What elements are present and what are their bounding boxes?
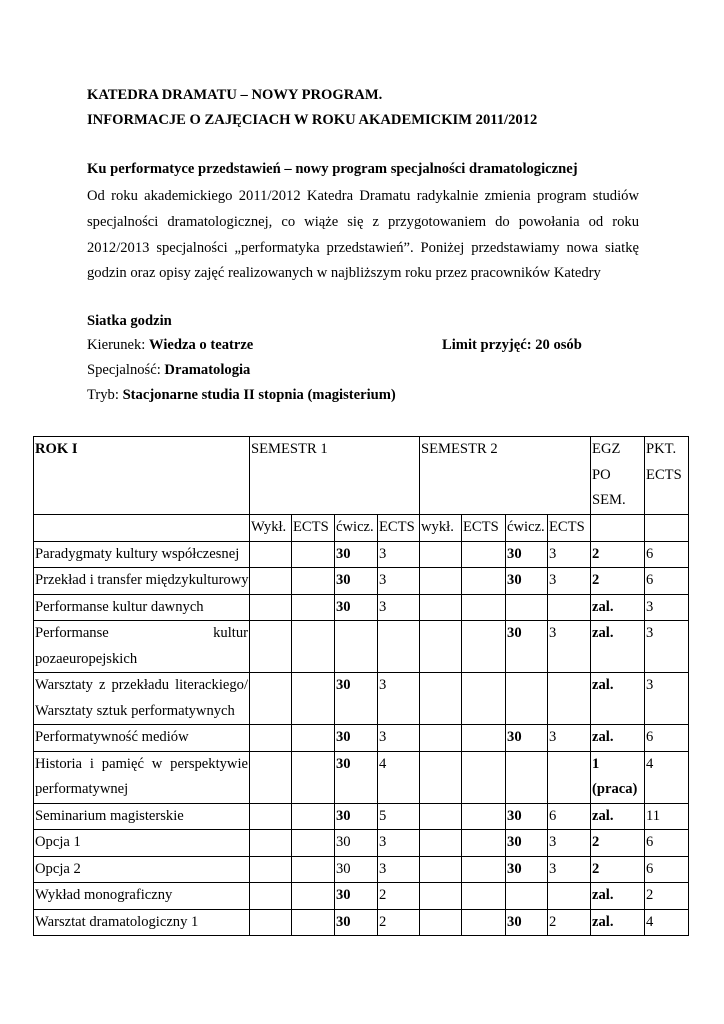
sem1-exercise-ects: 3	[378, 541, 420, 568]
ects-points: 2	[645, 883, 689, 910]
table-row	[34, 621, 689, 673]
subheader-cell: ECTS	[292, 515, 335, 542]
sem1-exercise-hours: 30	[335, 883, 378, 910]
sem1-exercise-hours: 30	[335, 673, 378, 725]
exam-type: zal.	[591, 621, 645, 673]
sem1-exercise-ects: 3	[378, 594, 420, 621]
tryb-line	[87, 387, 396, 404]
subheader-cell: ECTS	[378, 515, 420, 542]
sem2-exercise-ects	[548, 883, 591, 910]
sem1-lecture-hours	[250, 909, 292, 936]
sem2-lecture-ects	[462, 803, 506, 830]
sem2-lecture-hours	[420, 751, 462, 803]
sem1-exercise-ects: 3	[378, 673, 420, 725]
subheader-empty	[645, 515, 689, 542]
sem2-lecture-ects	[462, 856, 506, 883]
sem2-exercise-hours	[506, 594, 548, 621]
subheader-cell: ECTS	[548, 515, 591, 542]
sem2-exercise-hours: 30	[506, 568, 548, 595]
ects-points: 4	[645, 751, 689, 803]
sem2-lecture-ects	[462, 751, 506, 803]
ects-points: 6	[645, 568, 689, 595]
sem1-exercise-hours: 30	[335, 751, 378, 803]
ects-points: 6	[645, 830, 689, 857]
sem1-lecture-ects	[292, 909, 335, 936]
sem2-exercise-hours	[506, 883, 548, 910]
course-name: Wykład monograficzny	[34, 883, 250, 910]
kierunek-label: Kierunek:	[87, 337, 150, 353]
sem1-exercise-hours: 30	[335, 830, 378, 857]
course-name-line: Warsztaty sztuk performatywnych	[35, 702, 235, 719]
sem2-lecture-ects	[462, 883, 506, 910]
tryb-label: Tryb:	[87, 387, 123, 403]
sem2-lecture-hours	[420, 541, 462, 568]
exam-type: 2	[591, 830, 645, 857]
sem1-lecture-hours	[250, 751, 292, 803]
course-name: Paradygmaty kultury współczesnej	[34, 541, 250, 568]
rok-header: ROK I	[34, 437, 250, 515]
sem2-lecture-ects	[462, 909, 506, 936]
sem1-lecture-hours	[250, 673, 292, 725]
sem2-exercise-hours	[506, 751, 548, 803]
table-row	[34, 909, 689, 936]
paragraph-line: specjalności dramatologicznej, co wiąże się z przygotowaniem do powołania od roku	[87, 213, 639, 230]
sem1-lecture-hours	[250, 568, 292, 595]
egz-header	[591, 437, 645, 515]
specjalnosc-value: Dramatologia	[164, 362, 251, 378]
table-row	[34, 830, 689, 857]
sem1-exercise-hours: 30	[335, 541, 378, 568]
ects-points: 3	[645, 673, 689, 725]
table-body	[34, 437, 689, 936]
exam-type: zal.	[591, 909, 645, 936]
paragraph-line: Od roku akademickiego 2011/2012 Katedra Dramatu radykalnie zmienia program studiów	[87, 188, 639, 204]
course-name: Performanse kultur dawnych	[34, 594, 250, 621]
table-row	[34, 568, 689, 595]
sem1-lecture-hours	[250, 541, 292, 568]
course-name: Przekład i transfer międzykulturowy	[34, 568, 250, 595]
sem2-lecture-hours	[420, 856, 462, 883]
ects-points: 6	[645, 541, 689, 568]
sem1-lecture-ects	[292, 856, 335, 883]
course-name: Seminarium magisterskie	[34, 803, 250, 830]
ects-points: 6	[645, 725, 689, 752]
sem2-exercise-ects: 3	[548, 856, 591, 883]
subheader-cell: ćwicz.	[506, 515, 548, 542]
sem1-lecture-ects	[292, 803, 335, 830]
sem1-lecture-hours	[250, 621, 292, 673]
sem2-exercise-hours: 30	[506, 725, 548, 752]
sem1-exercise-ects: 3	[378, 856, 420, 883]
exam-type: 2	[591, 856, 645, 883]
sem1-lecture-ects	[292, 725, 335, 752]
sem1-lecture-hours	[250, 856, 292, 883]
sem2-lecture-ects	[462, 673, 506, 725]
table-row	[34, 883, 689, 910]
sem2-exercise-ects: 2	[548, 909, 591, 936]
table-row	[34, 856, 689, 883]
course-name: Warsztat dramatologiczny 1	[34, 909, 250, 936]
sem1-exercise-hours: 30	[335, 909, 378, 936]
paragraph-line: godzin oraz opisy zajęć realizowanych w najbliższym roku przez pracowników Katedry	[87, 265, 601, 282]
exam-type: zal.	[591, 803, 645, 830]
table-subheader-row	[34, 515, 689, 542]
sem1-exercise-ects: 4	[378, 751, 420, 803]
sem1-lecture-ects	[292, 673, 335, 725]
sem2-exercise-ects: 3	[548, 830, 591, 857]
sem2-lecture-ects	[462, 594, 506, 621]
sem1-lecture-hours	[250, 594, 292, 621]
ects-points: 4	[645, 909, 689, 936]
sem2-lecture-ects	[462, 621, 506, 673]
sem2-exercise-hours: 30	[506, 803, 548, 830]
exam-type: 2	[591, 541, 645, 568]
sem1-lecture-hours	[250, 803, 292, 830]
pkt-header-line: ECTS	[646, 466, 682, 483]
intro-paragraph	[87, 184, 639, 287]
sem2-lecture-hours	[420, 883, 462, 910]
sem2-exercise-ects: 3	[548, 725, 591, 752]
ects-points: 6	[645, 856, 689, 883]
sem1-exercise-ects: 3	[378, 568, 420, 595]
exam-type-line: 1	[592, 755, 600, 772]
course-name	[34, 621, 250, 673]
course-name-line: Warsztaty z przekładu literackiego/	[35, 677, 248, 693]
course-name	[34, 751, 250, 803]
sem2-lecture-hours	[420, 803, 462, 830]
sem2-lecture-hours	[420, 594, 462, 621]
sem2-exercise-ects: 6	[548, 803, 591, 830]
sem1-exercise-ects: 3	[378, 830, 420, 857]
sem2-exercise-hours	[506, 673, 548, 725]
section-heading: Ku performatyce przedstawień – nowy program specjalności dramatologicznej	[87, 161, 578, 177]
sem2-exercise-hours: 30	[506, 830, 548, 857]
course-name: Opcja 1	[34, 830, 250, 857]
semestr-2-header: SEMESTR 2	[420, 437, 591, 515]
egz-header-line: EGZ	[592, 441, 621, 457]
specjalnosc-label: Specjalność:	[87, 362, 165, 378]
ects-points: 3	[645, 594, 689, 621]
exam-type: zal.	[591, 725, 645, 752]
document-title: KATEDRA DRAMATU – NOWY PROGRAM.	[87, 87, 383, 103]
sem2-exercise-ects	[548, 673, 591, 725]
course-name	[34, 673, 250, 725]
table-row	[34, 594, 689, 621]
table-row	[34, 541, 689, 568]
subheader-empty	[34, 515, 250, 542]
exam-type-line: (praca)	[592, 781, 638, 797]
sem2-lecture-hours	[420, 830, 462, 857]
exam-type	[591, 751, 645, 803]
sem1-exercise-hours: 30	[335, 856, 378, 883]
sem2-exercise-hours: 30	[506, 541, 548, 568]
egz-header-line: SEM.	[592, 492, 626, 508]
sem1-exercise-ects: 5	[378, 803, 420, 830]
sem1-exercise-ects: 3	[378, 725, 420, 752]
course-name: Performatywność mediów	[34, 725, 250, 752]
paragraph-line: 2012/2013 specjalności „performatyka przedstawień”. Poniżej przedstawiamy nowa siatkę	[87, 239, 639, 256]
sem2-exercise-ects: 3	[548, 568, 591, 595]
sem1-exercise-ects: 2	[378, 909, 420, 936]
course-name: Opcja 2	[34, 856, 250, 883]
sem2-lecture-hours	[420, 725, 462, 752]
exam-type: zal.	[591, 673, 645, 725]
hours-table	[33, 436, 689, 936]
sem1-exercise-ects	[378, 621, 420, 673]
sem1-exercise-hours	[335, 621, 378, 673]
table-header-row	[34, 437, 689, 515]
sem2-exercise-hours: 30	[506, 856, 548, 883]
sem1-lecture-ects	[292, 883, 335, 910]
course-name-line: Historia i pamięć w perspektywie	[35, 755, 248, 772]
ects-points: 3	[645, 621, 689, 673]
sem2-lecture-ects	[462, 725, 506, 752]
sem2-exercise-ects: 3	[548, 621, 591, 673]
sem1-lecture-ects	[292, 568, 335, 595]
table-row	[34, 673, 689, 725]
sem1-exercise-hours: 30	[335, 594, 378, 621]
exam-type: zal.	[591, 594, 645, 621]
sem2-lecture-ects	[462, 568, 506, 595]
subheader-cell: wykł.	[420, 515, 462, 542]
sem2-exercise-ects: 3	[548, 541, 591, 568]
sem2-exercise-hours: 30	[506, 909, 548, 936]
sem1-exercise-hours: 30	[335, 803, 378, 830]
sem2-lecture-hours	[420, 673, 462, 725]
pkt-header	[645, 437, 689, 515]
sem2-lecture-hours	[420, 621, 462, 673]
course-name-line: performatywnej	[35, 781, 129, 797]
sem1-lecture-ects	[292, 594, 335, 621]
subheader-cell: ECTS	[462, 515, 506, 542]
subheader-empty	[591, 515, 645, 542]
subheader-cell: Wykł.	[250, 515, 292, 542]
sem1-lecture-hours	[250, 830, 292, 857]
sem1-lecture-hours	[250, 883, 292, 910]
sem1-lecture-hours	[250, 725, 292, 752]
sem2-lecture-ects	[462, 830, 506, 857]
limit-label: Limit przyjęć: 20 osób	[442, 337, 582, 353]
sem2-exercise-ects	[548, 751, 591, 803]
sem2-exercise-ects	[548, 594, 591, 621]
subheader-cell: ćwicz.	[335, 515, 378, 542]
pkt-header-line: PKT.	[646, 441, 677, 457]
kierunek-line	[87, 337, 253, 354]
sem1-lecture-ects	[292, 830, 335, 857]
sem1-exercise-hours: 30	[335, 568, 378, 595]
table-row	[34, 751, 689, 803]
course-name-line: pozaeuropejskich	[35, 650, 138, 667]
course-name-line: Performanse kultur	[35, 625, 248, 641]
table-row	[34, 725, 689, 752]
sem1-exercise-hours: 30	[335, 725, 378, 752]
sem2-lecture-hours	[420, 909, 462, 936]
document-subtitle: INFORMACJE O ZAJĘCIACH W ROKU AKADEMICKIM 2011/2012	[87, 112, 538, 128]
exam-type: zal.	[591, 883, 645, 910]
sem2-exercise-hours: 30	[506, 621, 548, 673]
exam-type: 2	[591, 568, 645, 595]
egz-header-line: PO	[592, 466, 611, 483]
table-row	[34, 803, 689, 830]
sem1-lecture-ects	[292, 751, 335, 803]
sem1-exercise-ects: 2	[378, 883, 420, 910]
sem2-lecture-hours	[420, 568, 462, 595]
specjalnosc-line	[87, 362, 250, 379]
tryb-value: Stacjonarne studia II stopnia (magisterium)	[122, 387, 396, 403]
siatka-title: Siatka godzin	[87, 313, 172, 329]
ects-points: 11	[645, 803, 689, 830]
kierunek-value: Wiedza o teatrze	[149, 337, 254, 353]
semestr-1-header: SEMESTR 1	[250, 437, 420, 515]
sem1-lecture-ects	[292, 541, 335, 568]
sem2-lecture-ects	[462, 541, 506, 568]
sem1-lecture-ects	[292, 621, 335, 673]
